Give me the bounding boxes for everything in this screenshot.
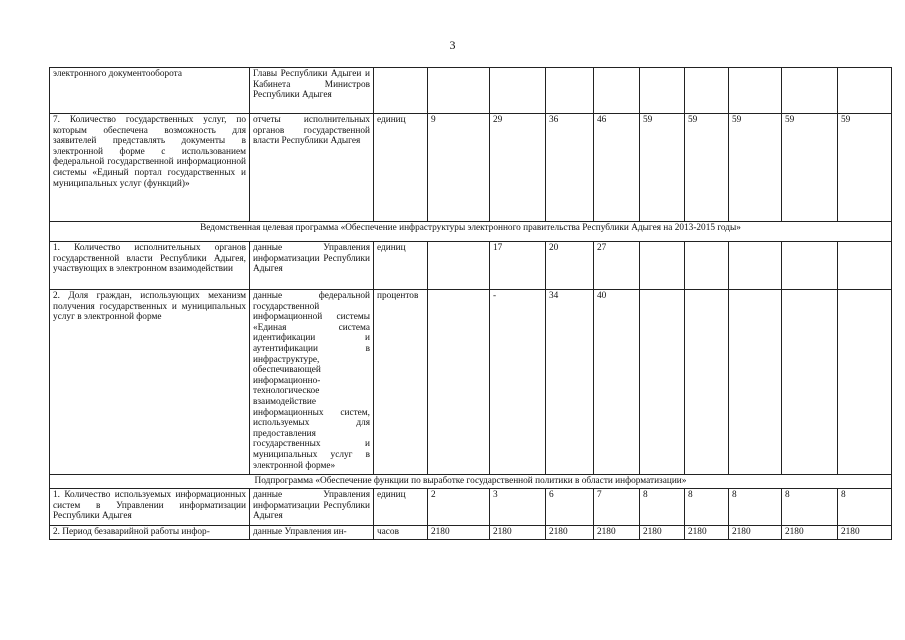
value-cell: 29: [490, 114, 546, 222]
value-cell: 8: [685, 489, 729, 526]
value-cell: 2180: [594, 526, 640, 540]
value-cell: 59: [729, 114, 782, 222]
source-cell: Главы Республики Адыгеи и Кабинета Министров Республики Адыгея: [250, 68, 374, 114]
value-cell: 2180: [640, 526, 685, 540]
value-cell: 2180: [838, 526, 892, 540]
value-cell: 59: [640, 114, 685, 222]
value-cell: -: [490, 290, 546, 475]
unit-cell: единиц: [374, 114, 428, 222]
value-cell: [428, 290, 490, 475]
table-row: [50, 489, 892, 526]
indicator-cell: 2. Период безаварийной работы инфор-: [50, 526, 250, 540]
value-cell: 6: [546, 489, 594, 526]
value-cell: 59: [782, 114, 838, 222]
table-row: [50, 68, 892, 114]
table-row: [50, 114, 892, 222]
value-cell: [838, 68, 892, 114]
section-row: [50, 222, 892, 242]
source-cell: отчеты исполнительных органов государственной власти Республики Адыгея: [250, 114, 374, 222]
value-cell: 2: [428, 489, 490, 526]
value-cell: 2180: [546, 526, 594, 540]
table-row: [50, 242, 892, 290]
value-cell: [729, 290, 782, 475]
source-cell: данные федеральной государственной информационной системы «Единая система идентификации и аутентификации в инфраструктуре, обеспечивающей информационно-технологическое взаимодействие информационных систем, используемых для предоставления государственных и муниципальных услуг в электронной форме»: [250, 290, 374, 475]
value-cell: 46: [594, 114, 640, 222]
table-row: [50, 526, 892, 540]
value-cell: 8: [838, 489, 892, 526]
value-cell: [838, 242, 892, 290]
value-cell: [546, 68, 594, 114]
value-cell: [729, 68, 782, 114]
value-cell: [782, 290, 838, 475]
section-title: Подпрограмма «Обеспечение функции по выработке государственной политики в области информатизации»: [50, 475, 892, 489]
value-cell: [428, 68, 490, 114]
table-body: [50, 68, 892, 540]
section-title: Ведомственная целевая программа «Обеспечение инфраструктуры электронного правительства Республики Адыгея на 2013-2015 годы»: [50, 222, 892, 242]
indicator-cell: электронного документооборота: [50, 68, 250, 114]
value-cell: 9: [428, 114, 490, 222]
value-cell: 8: [782, 489, 838, 526]
value-cell: 36: [546, 114, 594, 222]
value-cell: [685, 290, 729, 475]
value-cell: [782, 68, 838, 114]
unit-cell: часов: [374, 526, 428, 540]
page-number: 3: [449, 38, 456, 52]
indicator-cell: 2. Доля граждан, использующих механизм получения государственных и муниципальных услуг в электронной форме: [50, 290, 250, 475]
section-row: [50, 475, 892, 489]
value-cell: 2180: [490, 526, 546, 540]
value-cell: 3: [490, 489, 546, 526]
value-cell: [490, 68, 546, 114]
value-cell: [685, 68, 729, 114]
value-cell: 2180: [685, 526, 729, 540]
unit-cell: единиц: [374, 242, 428, 290]
value-cell: 2180: [782, 526, 838, 540]
table-row: [50, 290, 892, 475]
value-cell: [594, 68, 640, 114]
value-cell: 59: [838, 114, 892, 222]
value-cell: [782, 242, 838, 290]
value-cell: [428, 242, 490, 290]
value-cell: 2180: [428, 526, 490, 540]
unit-cell: процентов: [374, 290, 428, 475]
indicator-cell: 1. Количество исполнительных органов государственной власти Республики Адыгея, участвующих в электронном взаимодействии: [50, 242, 250, 290]
value-cell: [640, 68, 685, 114]
indicator-cell: 7. Количество государственных услуг, по которым обеспечена возможность для заявителей представлять документы в электронной форме с использованием федеральной государственной информационной системы «Единый портал государственных и муниципальных услуг (функций)»: [50, 114, 250, 222]
value-cell: 40: [594, 290, 640, 475]
unit-cell: [374, 68, 428, 114]
value-cell: [640, 290, 685, 475]
value-cell: [729, 242, 782, 290]
indicators-table: [49, 67, 892, 540]
value-cell: 20: [546, 242, 594, 290]
unit-cell: единиц: [374, 489, 428, 526]
indicator-cell: 1. Количество используемых информационных систем в Управлении информатизации Республики Адыгея: [50, 489, 250, 526]
value-cell: [838, 290, 892, 475]
value-cell: 8: [640, 489, 685, 526]
value-cell: [685, 242, 729, 290]
value-cell: 59: [685, 114, 729, 222]
value-cell: [640, 242, 685, 290]
value-cell: 7: [594, 489, 640, 526]
value-cell: 2180: [729, 526, 782, 540]
value-cell: 27: [594, 242, 640, 290]
source-cell: данные Управления информатизации Республики Адыгея: [250, 242, 374, 290]
source-cell: данные Управления ин-: [250, 526, 374, 540]
source-cell: данные Управления информатизации Республики Адыгея: [250, 489, 374, 526]
value-cell: 34: [546, 290, 594, 475]
value-cell: 17: [490, 242, 546, 290]
value-cell: 8: [729, 489, 782, 526]
